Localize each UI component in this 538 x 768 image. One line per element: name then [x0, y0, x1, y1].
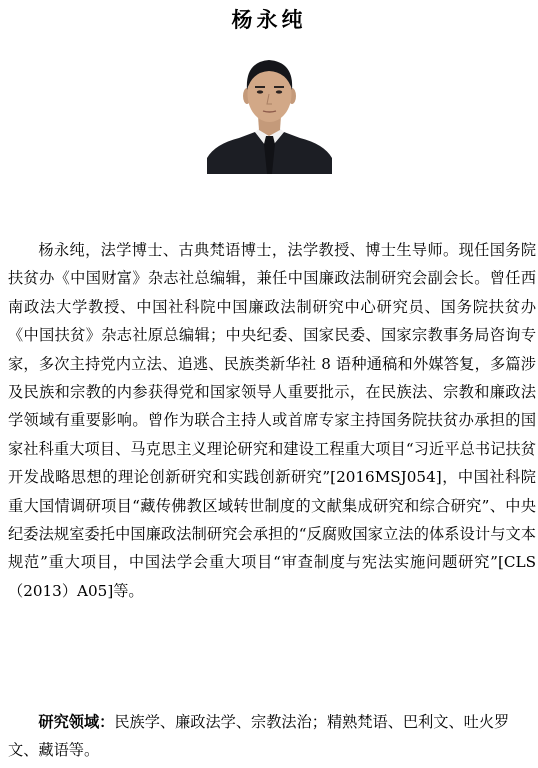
- biography-paragraph: 杨永纯，法学博士、古典梵语博士，法学教授、博士生导师。现任国务院扶贫办《中国财富》杂志社总编辑，兼任中国廉政法制研究会副会长。曾任西南政法大学教授、中国社科院中国廉政法制研究中心研究员、国务院扶贫办《中国扶贫》杂志社原总编辑；中央纪委、国家民委、国家宗教事务局咨询专家，多次主持党内立法、追逃、民族类新华社 8 语种通稿和外媒答复，多篇涉及民族和宗教的内参获得党和国家领导人重要批示，在民族法、宗教和廉政法学领域有重要影响。曾作为联合主持人或首席专家主持国务院扶贫办承担的国家社科重大项目、马克思主义理论研究和建设工程重大项目“习近平总书记扶贫开发战略思想的理论创新研究和实践创新研究”[2016MSJ054]，中国社科院重大国情调研项目“藏传佛教区域转世制度的文献集成研究和综合研究”、中央纪委法规室委托中国廉政法制研究会承担的“反腐败国家立法的体系设计与文本规范”重大项目，中国法学会重大项目“审查制度与宪法实施问题研究”[CLS（2013）A05]等。: [8, 241, 536, 600]
- portrait-image: [207, 54, 332, 174]
- research-fields-value: 民族学、廉政法学、宗教法治；精熟梵语、巴利文、吐火罗文、藏语等。: [8, 713, 510, 760]
- portrait-photo: [207, 54, 332, 174]
- page-title: 杨永纯: [231, 7, 307, 32]
- research-fields-paragraph: [8, 708, 536, 765]
- research-fields-label: 研究领域：: [38, 713, 115, 731]
